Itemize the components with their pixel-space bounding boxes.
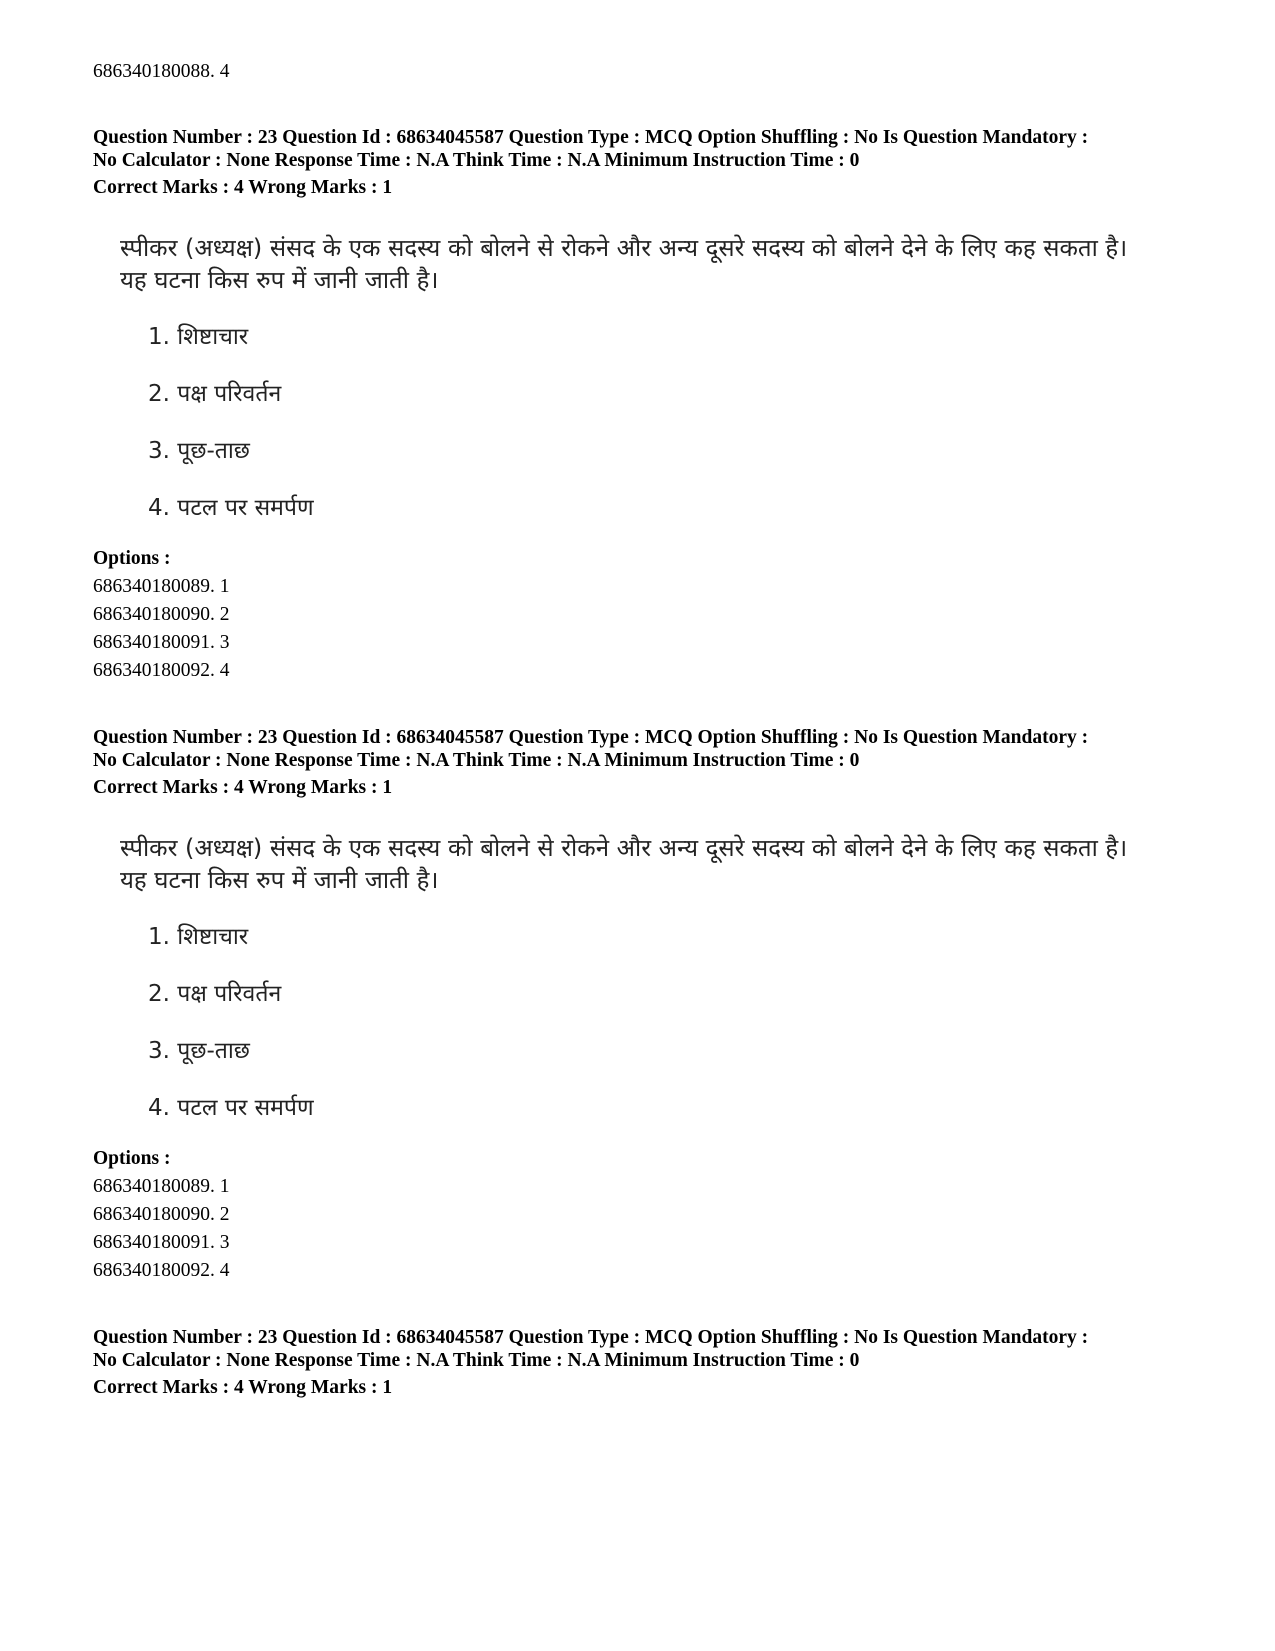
choice-2: 2. पक्ष परिवर्तन xyxy=(148,981,282,1007)
choice-1: 1. शिष्टाचार xyxy=(148,324,249,350)
question-header-line1: Question Number : 23 Question Id : 68634045587 Question Type : MCQ Option Shuffling : No Is Question Mandatory : xyxy=(93,127,1089,148)
question-header-line2: No Calculator : None Response Time : N.A Think Time : N.A Minimum Instruction Time : 0 xyxy=(93,150,860,171)
previous-option-line: 686340180088. 4 xyxy=(93,61,230,82)
options-label: Options : xyxy=(93,548,171,569)
choice-1: 1. शिष्टाचार xyxy=(148,924,249,950)
option-line-2: 686340180090. 2 xyxy=(93,604,230,625)
question-marks: Correct Marks : 4 Wrong Marks : 1 xyxy=(93,777,393,798)
option-line-1: 686340180089. 1 xyxy=(93,1176,230,1197)
choice-3: 3. पूछ-ताछ xyxy=(148,438,250,464)
option-line-4: 686340180092. 4 xyxy=(93,660,230,681)
option-line-1: 686340180089. 1 xyxy=(93,576,230,597)
options-label: Options : xyxy=(93,1148,171,1169)
question-header-line1: Question Number : 23 Question Id : 68634045587 Question Type : MCQ Option Shuffling : No Is Question Mandatory : xyxy=(93,1327,1089,1348)
question-marks: Correct Marks : 4 Wrong Marks : 1 xyxy=(93,177,393,198)
option-line-2: 686340180090. 2 xyxy=(93,1204,230,1225)
choice-4: 4. पटल पर समर्पण xyxy=(148,495,314,521)
choice-4: 4. पटल पर समर्पण xyxy=(148,1095,314,1121)
question-header-line2: No Calculator : None Response Time : N.A Think Time : N.A Minimum Instruction Time : 0 xyxy=(93,1350,860,1371)
question-header-line1: Question Number : 23 Question Id : 68634045587 Question Type : MCQ Option Shuffling : No Is Question Mandatory : xyxy=(93,727,1089,748)
question-text-line1: स्पीकर (अध्यक्ष) संसद के एक सदस्य को बोलने से रोकने और अन्य दूसरे सदस्य को बोलने देने के लिए कह सकता है। xyxy=(120,234,1128,262)
question-marks: Correct Marks : 4 Wrong Marks : 1 xyxy=(93,1377,393,1398)
option-line-3: 686340180091. 3 xyxy=(93,1232,230,1253)
option-line-3: 686340180091. 3 xyxy=(93,632,230,653)
option-line-4: 686340180092. 4 xyxy=(93,1260,230,1281)
question-header-line2: No Calculator : None Response Time : N.A Think Time : N.A Minimum Instruction Time : 0 xyxy=(93,750,860,771)
question-text-line2: यह घटना किस रुप में जानी जाती है। xyxy=(120,866,439,894)
question-text-line2: यह घटना किस रुप में जानी जाती है। xyxy=(120,266,439,294)
choice-2: 2. पक्ष परिवर्तन xyxy=(148,381,282,407)
question-text-line1: स्पीकर (अध्यक्ष) संसद के एक सदस्य को बोलने से रोकने और अन्य दूसरे सदस्य को बोलने देने के लिए कह सकता है। xyxy=(120,834,1128,862)
choice-3: 3. पूछ-ताछ xyxy=(148,1038,250,1064)
